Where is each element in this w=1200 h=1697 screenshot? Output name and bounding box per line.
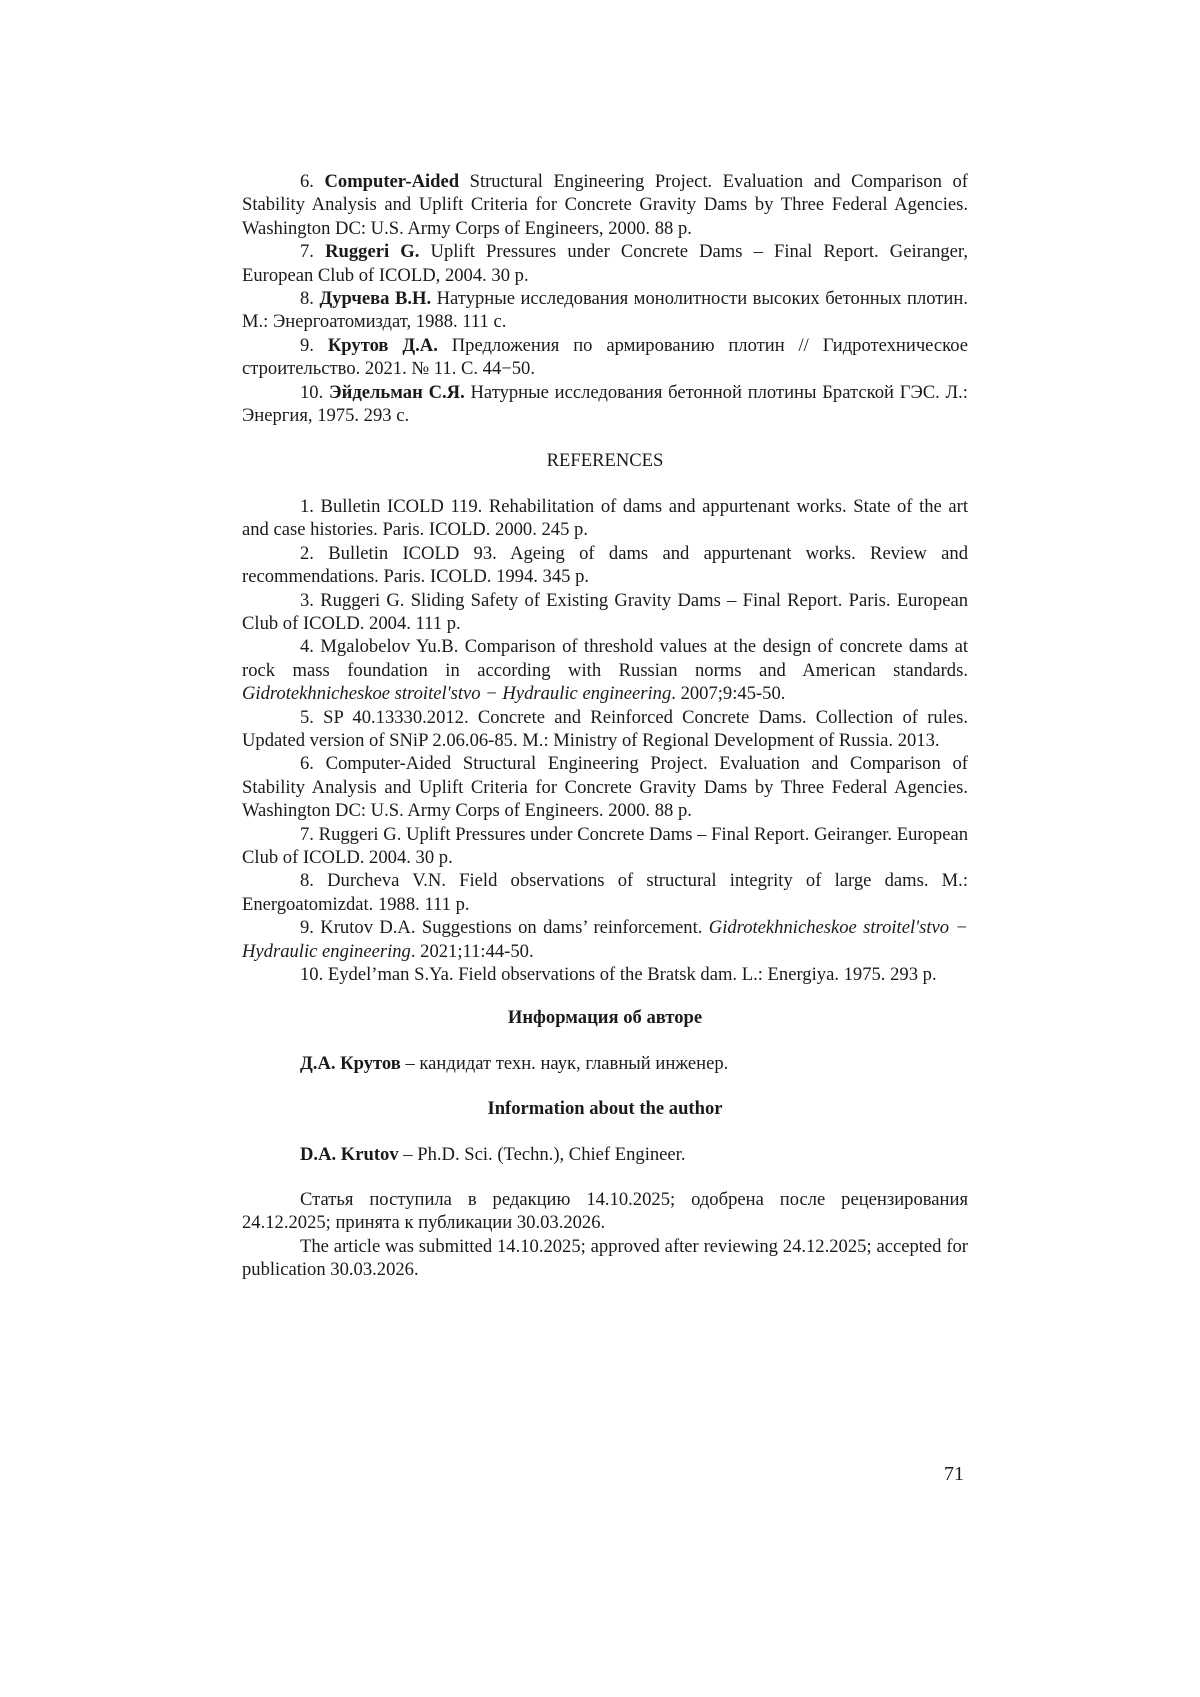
author-info-heading-en: Information about the author [487,1098,723,1120]
reference-number: 6. [300,171,314,192]
author-info-ru [242,1052,968,1075]
journal-title: Gidrotekhnicheskoe stroitel'stvo − Hydraulic engineering [242,917,968,962]
reference-text: Structural Engineering Project. Evaluation and Comparison of Stability Analysis and Uplift Criteria for Concrete Gravity Dams by Three Federal Agencies. Washington DC: U.S. Army Corps of Engineers, 2000. 88 p. [242,171,968,239]
author-info-heading-ru: Информация об авторе [507,1007,703,1029]
reference-item: 1. Bulletin ICOLD 119. Rehabilitation of dams and appurtenant works. State of the art and case histories. Paris. ICOLD. 2000. 245 p. [242,495,968,541]
reference-author: Дурчева В.Н. [319,288,432,310]
reference-item: 7. Ruggeri G. Uplift Pressures under Concrete Dams – Final Report. Geiranger. European Club of ICOLD. 2004. 30 p. [242,823,968,868]
author-details: – кандидат техн. наук, главный инженер. [400,1052,729,1074]
reference-number: 7. [300,241,314,263]
reference-item: 8. Durcheva V.N. Field observations of structural integrity of large dams. M.: Energoatomizdat. 1988. 111 p. [242,870,968,915]
reference-author: Ruggeri G. [325,241,420,263]
reference-item: 3. Ruggeri G. Sliding Safety of Existing Gravity Dams – Final Report. Paris. European Club of ICOLD. 2004. 111 p. [242,589,968,634]
reference-text: Uplift Pressures under Concrete Dams – Final Report. Geiranger, European Club of ICOLD, 2004. 30 p. [242,241,969,286]
reference-item: 6. Computer-Aided Structural Engineering Project. Evaluation and Comparison of Stability Analysis and Uplift Criteria for Concrete Gravity Dams by Three Federal Agencies. Washington DC: U.S. Army Corps of Engineers. 2000. 88 p. [242,753,968,822]
reference-text: 4. Mgalobelov Yu.B. Comparison of threshold values at the design of concrete dams at rock mass foundation in according with Russian norms and American standards. [242,636,968,681]
author-info-en [242,1143,968,1166]
author-name: Д.А. Крутов [300,1052,401,1074]
reference-item [242,287,968,334]
reference-item [242,334,968,381]
journal-title: Gidrotekhnicheskoe stroitel'stvo − Hydraulic engineering [242,683,672,705]
reference-text: Натурные исследования бетонной плотины Братской ГЭС. Л.: Энергия, 1975. 293 с. [242,381,968,427]
reference-text: Предложения по армированию плотин // Гидротехническое строительство. 2021. № 11. С. 44−50. [242,334,969,380]
page-content [242,170,968,1282]
reference-number: 8. [300,288,314,310]
article-dates [242,1188,968,1282]
references-heading: REFERENCES [546,450,664,472]
reference-tail: . 2007;9:45-50. [671,683,786,705]
dates-en: The article was submitted 14.10.2025; approved after reviewing 24.12.2025; accepted for publication 30.03.2026. [242,1235,968,1281]
reference-item [242,170,968,240]
reference-item: 5. SP 40.13330.2012. Concrete and Reinforced Concrete Dams. Collection of rules. Updated version of SNiP 2.06.06-85. M.: Ministry of Regional Development of Russia. 2013. [242,706,968,751]
reference-author: Крутов Д.А. [327,334,438,356]
reference-item [242,916,968,963]
reference-author: Computer-Aided [324,171,460,192]
reference-text: 9. Krutov D.A. Suggestions on dams’ reinforcement. [300,917,709,939]
reference-number: 9. [300,334,314,356]
english-reference-list [242,495,968,987]
page-number: 71 [944,1463,964,1485]
dates-ru: Статья поступила в редакцию 14.10.2025; одобрена после рецензирования 24.12.2025; принята к публикации 30.03.2026. [242,1189,968,1234]
reference-item [242,240,968,287]
author-name: D.A. Krutov [300,1143,399,1165]
reference-tail: . 2021;11:44-50. [410,940,534,962]
reference-author: Эйдельман С.Я. [329,381,465,403]
reference-text: Натурные исследования монолитности высоких бетонных плотин. М.: Энергоатомиздат, 1988. 111 с. [242,288,968,333]
reference-item [242,635,968,705]
reference-item: 2. Bulletin ICOLD 93. Ageing of dams and appurtenant works. Review and recommendations. Paris. ICOLD. 1994. 345 p. [242,542,968,588]
reference-item: 10. Eydel’man S.Ya. Field observations of the Bratsk dam. L.: Energiya. 1975. 293 p. [300,964,937,985]
reference-number: 10. [300,381,324,403]
reference-item [242,381,968,428]
russian-reference-list [242,170,968,427]
author-details: – Ph.D. Sci. (Techn.), Chief Engineer. [398,1143,686,1165]
